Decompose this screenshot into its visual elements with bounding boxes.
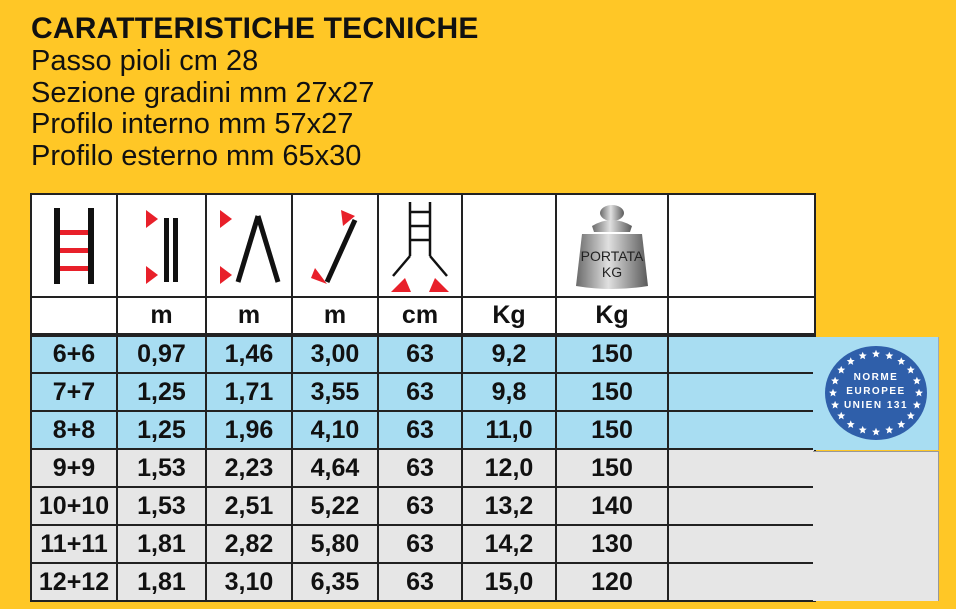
table-cell-empty	[668, 487, 815, 525]
table-cell: 63	[378, 563, 462, 601]
table-cell: 3,10	[206, 563, 292, 601]
table-cell: 120	[556, 563, 668, 601]
table-cell: 9,8	[462, 373, 556, 411]
table-cell: 150	[556, 411, 668, 449]
table-cell-empty	[668, 449, 815, 487]
table-cell: 150	[556, 335, 668, 373]
table-cell: 7+7	[31, 373, 117, 411]
table-cell: 11,0	[462, 411, 556, 449]
table-cell-empty	[668, 335, 815, 373]
table-cell: 63	[378, 411, 462, 449]
spec-table	[30, 193, 816, 602]
unit-cell	[31, 297, 117, 335]
table-cell: 15,0	[462, 563, 556, 601]
table-cell-empty	[668, 373, 815, 411]
table-cell: 6,35	[292, 563, 378, 601]
table-cell: 3,55	[292, 373, 378, 411]
unit-cell	[668, 297, 815, 335]
a-frame-height-icon-cell	[206, 194, 292, 297]
icon-header-row	[31, 194, 815, 297]
table-cell: 9,2	[462, 335, 556, 373]
table-cell-empty	[668, 525, 815, 563]
weight-icon-label-1: PORTATA	[580, 247, 644, 264]
table-cell: 2,82	[206, 525, 292, 563]
table-cell: 4,10	[292, 411, 378, 449]
table-cell: 130	[556, 525, 668, 563]
table-cell: 63	[378, 335, 462, 373]
a-frame-height-icon	[214, 206, 284, 286]
table-cell: 150	[556, 449, 668, 487]
specs-block	[31, 12, 479, 172]
units-row	[31, 297, 815, 335]
seal-line-1: NORME	[853, 372, 899, 383]
specs-title: CARATTERISTICHE TECNICHE	[31, 12, 479, 45]
table-cell: 11+11	[31, 525, 117, 563]
table-cell: 14,2	[462, 525, 556, 563]
table-cell: 2,23	[206, 449, 292, 487]
extended-length-icon	[305, 206, 365, 286]
table-cell: 10+10	[31, 487, 117, 525]
table-cell-empty	[668, 563, 815, 601]
table-cell: 140	[556, 487, 668, 525]
base-width-icon-cell	[378, 194, 462, 297]
spec-inner-profile: Profilo interno mm 57x27	[31, 108, 354, 140]
unit-cell: m	[292, 297, 378, 335]
table-cell: 9+9	[31, 449, 117, 487]
ladder-icon-cell	[31, 194, 117, 297]
table-row	[31, 411, 815, 449]
closed-height-icon	[132, 206, 192, 286]
table-cell: 5,22	[292, 487, 378, 525]
table-row	[31, 487, 815, 525]
table-cell: 1,81	[117, 563, 206, 601]
table-cell: 4,64	[292, 449, 378, 487]
spec-outer-profile: Profilo esterno mm 65x30	[31, 139, 362, 172]
table-row	[31, 563, 815, 601]
spec-rung-pitch: Passo pioli cm 28	[31, 45, 259, 77]
blank-header-cell	[668, 194, 815, 297]
table-cell: 13,2	[462, 487, 556, 525]
extended-length-icon-cell	[292, 194, 378, 297]
table-cell: 8+8	[31, 411, 117, 449]
spec-step-section: Sezione gradini mm 27x27	[31, 76, 375, 109]
side-panel-grey	[813, 451, 939, 601]
table-row	[31, 449, 815, 487]
base-width-icon	[385, 198, 455, 293]
table-cell: 1,81	[117, 525, 206, 563]
unit-cell: m	[206, 297, 292, 335]
table-row	[31, 525, 815, 563]
table-cell: 6+6	[31, 335, 117, 373]
unit-cell: cm	[378, 297, 462, 335]
table-cell: 1,53	[117, 487, 206, 525]
table-cell: 1,71	[206, 373, 292, 411]
table-cell: 1,53	[117, 449, 206, 487]
table-cell: 63	[378, 487, 462, 525]
weight-capacity-icon-cell	[556, 194, 668, 297]
table-cell: 3,00	[292, 335, 378, 373]
table-cell: 0,97	[117, 335, 206, 373]
table-cell: 63	[378, 449, 462, 487]
table-cell: 1,96	[206, 411, 292, 449]
weight-capacity-icon	[572, 200, 652, 292]
unit-cell: Kg	[556, 297, 668, 335]
table-cell: 150	[556, 373, 668, 411]
table-row	[31, 335, 815, 373]
table-cell: 5,80	[292, 525, 378, 563]
table-cell: 12,0	[462, 449, 556, 487]
table-cell: 1,25	[117, 373, 206, 411]
seal-line-3: UNIEN 131	[843, 400, 909, 411]
table-cell: 12+12	[31, 563, 117, 601]
weight-icon-label-2: KG	[601, 263, 623, 280]
table-cell: 2,51	[206, 487, 292, 525]
table-row	[31, 373, 815, 411]
table-cell: 63	[378, 373, 462, 411]
unit-cell: Kg	[462, 297, 556, 335]
table-cell: 63	[378, 525, 462, 563]
table-cell-empty	[668, 411, 815, 449]
table-cell: 1,46	[206, 335, 292, 373]
table-cell: 1,25	[117, 411, 206, 449]
closed-height-icon-cell	[117, 194, 206, 297]
unit-cell: m	[117, 297, 206, 335]
blank-header-cell	[462, 194, 556, 297]
seal-line-2: EUROPEE	[846, 386, 906, 397]
ladder-icon	[44, 206, 104, 286]
